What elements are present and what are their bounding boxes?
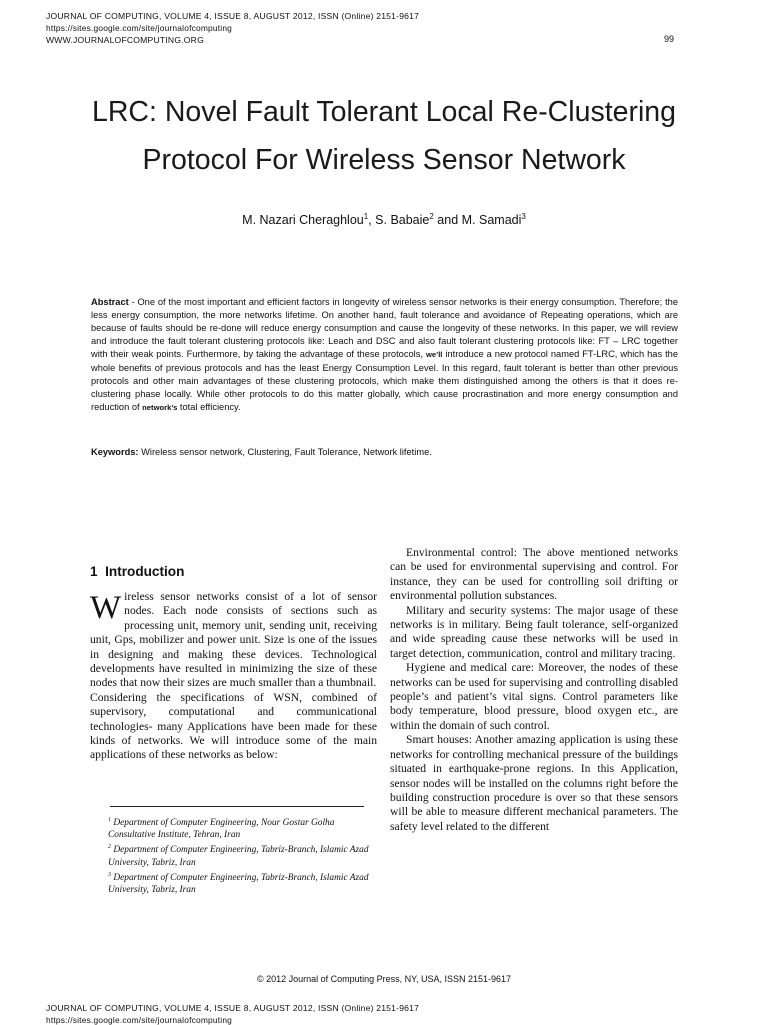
footnote-1 [108, 814, 378, 841]
paper-title [40, 88, 728, 184]
application-text: The major usage of these networks is in military. Being fault tolerance, self-organized and wide spreading cause these networks will be used in target detection, communication, control and military tracing. [390, 603, 678, 660]
page-number: 99 [664, 34, 675, 44]
journal-website[interactable]: WWW.JOURNALOFCOMPUTING.ORG [46, 35, 204, 45]
abstract-small-word: we’ll [425, 349, 443, 359]
footnote-text: Department of Computer Engineering, Tabriz-Branch, Islamic Azad University, Tabriz, Iran [108, 845, 369, 868]
application-environmental [390, 546, 678, 604]
footnotes [108, 814, 378, 896]
journal-url[interactable]: https://sites.google.com/site/journalofcomputing [46, 23, 233, 33]
right-column [390, 546, 678, 834]
author-3-affiliation: 3 [521, 212, 526, 221]
footnote-text: Department of Computer Engineering, Tabriz-Branch, Islamic Azad University, Tabriz, Iran [108, 872, 369, 895]
abstract-small-word: network’s [142, 402, 178, 412]
title-line-1: LRC: Novel Fault Tolerant Local Re-Clustering [92, 96, 676, 128]
drop-cap: W [90, 590, 122, 626]
footnote-text: Department of Computer Engineering, Nour Gostar Golha Consultative Institute, Tehran, Iran [108, 818, 335, 841]
author-1-affiliation: 1 [363, 212, 369, 221]
footnote-marker: 2 [108, 844, 111, 851]
footnote-marker: 1 [108, 817, 111, 823]
section-heading [90, 564, 184, 579]
footnote-2 [108, 841, 378, 868]
application-term: Hygiene and medical care: [406, 661, 534, 675]
abstract-text: introduce a new protocol named FT-LRC, which has the whole benefits of previous protocols and has the least Energy Consumption Level. In this regard, fault tolerant is better than other previous protocols and other main advantages of these clustering protocols, which make them distinguished among the others is that it does re-clustering phase locally. While other protocols to do this matter globally, which cause procrastination and more energy consumption and reduction of [91, 348, 678, 412]
application-hygiene [390, 661, 678, 733]
author-list [0, 212, 768, 227]
application-military [390, 604, 678, 662]
application-text: Moreover, the nodes of these networks can be used for supervising and controlling disabled people’s and patient’s vital signs. Control parameters like body temperature, blood pressure, blood oxygen etc., are within the domain of such control. [390, 661, 678, 732]
application-term: Smart houses: [406, 733, 473, 747]
footnote-3 [108, 869, 378, 896]
application-term: Environmental control: [406, 546, 517, 559]
abstract-label: Abstract [91, 297, 129, 307]
author-3: M. Samadi [461, 213, 522, 228]
keywords-text: Wireless sensor network, Clustering, Fault Tolerance, Network lifetime. [138, 447, 432, 457]
copyright: © 2012 Journal of Computing Press, NY, USA, ISSN 2151-9617 [256, 974, 512, 984]
author-separator: , [368, 213, 376, 228]
application-term: Military and security systems: [406, 603, 551, 617]
section-title: Introduction [105, 564, 185, 579]
intro-text: ireless sensor networks consist of a lot of sensor nodes. Each node consists of sections such as processing unit, memory unit, sending unit, receiving unit, Gps, mobilizer and power unit. Size is one of the issues in designing and making these devices. Technological developments have resulted in minimizing the size of these nodes that now their sizes are much smaller than a thumbnail. [90, 590, 377, 690]
journal-header: JOURNAL OF COMPUTING, VOLUME 4, ISSUE 8, AUGUST 2012, ISSN (Online) 2151-9617 [46, 11, 420, 21]
author-2-affiliation: 2 [429, 212, 434, 221]
application-text: Another amazing application is using these networks for controlling mechanical pressure of the buildings situated in earthquake-prone regions. In this Application, sensor nodes will be installed on the columns right before the building construction procedure is over so that these sensors will be able to measure different mechanical parameters. The safety level related to the different [390, 733, 679, 833]
left-column [90, 590, 377, 763]
journal-footer-url[interactable]: https://sites.google.com/site/journalofcomputing [46, 1015, 233, 1025]
title-line-2: Protocol For Wireless Sensor Network [142, 144, 626, 176]
section-number: 1 [90, 564, 98, 579]
application-text: The above mentioned networks can be used for environmental supervising and control. For instance, they can be used for controlling soil drifting or environmental pollution substances. [390, 546, 678, 603]
author-separator: and [433, 213, 462, 228]
author-2: S. Babaie [375, 213, 430, 228]
abstract [91, 296, 678, 415]
application-smart-houses [390, 733, 678, 834]
intro-paragraph-1 [90, 590, 377, 691]
keywords-label: Keywords: [91, 447, 139, 457]
intro-paragraph-2: Considering the specifications of WSN, combined of supervisory, computational and communicational technologies- many Applications have been made for these kinds of networks. We will introduce some of the main applications of these networks as below: [90, 690, 377, 762]
abstract-text: - One of the most important and efficient factors in longevity of wireless sensor networks is their energy consumption. Therefore; the less energy consumption, the more networks lifetime. On another hand, fault tolerance and avoidance of Repeating operations, which are because of faults should be re-done will reduce energy consumption and cause the longevity of these networks. In this paper, we will review and introduce the fault tolerant clustering protocols like: Leach and DSC and also fault tolerant clustering protocols like: FT – LRC together with their weak points. Furthermore, by taking the advantage of these protocols, [91, 297, 678, 359]
keywords [91, 447, 678, 457]
footnote-marker: 3 [108, 871, 111, 878]
abstract-text: total efficiency. [177, 401, 241, 412]
journal-footer: JOURNAL OF COMPUTING, VOLUME 4, ISSUE 8, AUGUST 2012, ISSN (Online) 2151-9617 [46, 1003, 420, 1013]
footnote-divider [110, 806, 364, 807]
author-1: M. Nazari Cheraghlou [242, 213, 364, 228]
